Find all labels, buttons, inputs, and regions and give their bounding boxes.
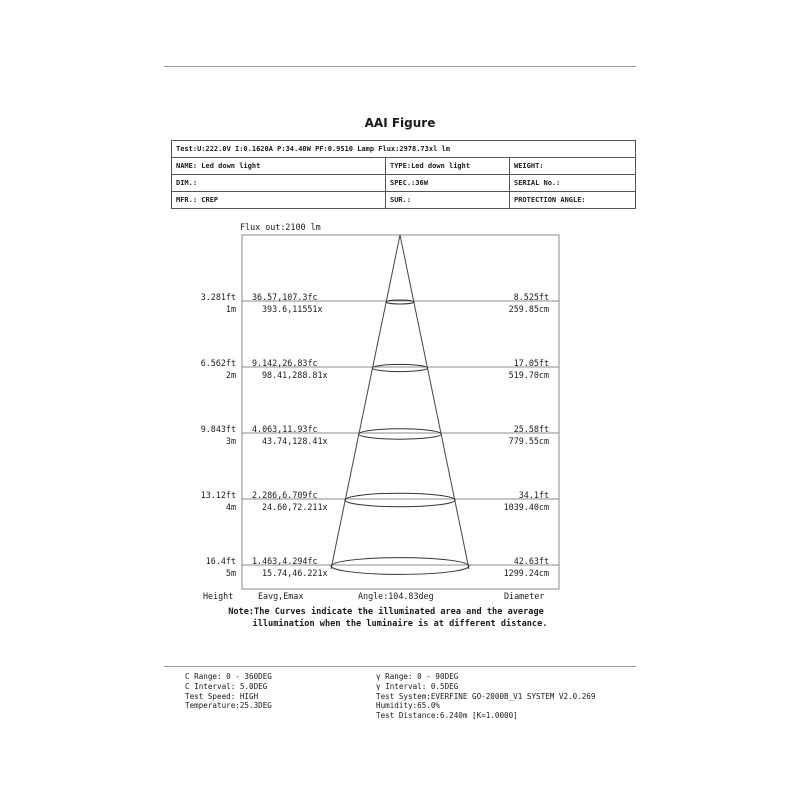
row-fc: 2.286,6.709fc [252,490,318,500]
row-dia-ft: 34.1ft [518,490,549,500]
bottom-rule [164,666,636,667]
row-dia-ft: 25.58ft [513,424,549,434]
row-dia-cm: 519.70cm [508,370,549,380]
height-column-label: Height [203,591,234,601]
footer-right [376,672,595,721]
row-height-m: 4m [225,502,236,512]
illuminated-area-ellipse [359,429,442,439]
mfr-cell: MFR.: CREP [172,192,386,209]
test-system: Test System:EVERFINE GO-2000B_V1 SYSTEM V2.0.269 [376,691,596,701]
cone-left-edge [331,235,400,569]
weight-cell: WEIGHT: [510,158,636,175]
beam-angle-label: Angle:104.83deg [358,591,434,601]
test-speed: Test Speed: HIGH [185,691,259,701]
diameter-column-label: Diameter [504,591,545,601]
row-lx: 98.41,288.81x [262,370,328,380]
page-title: AAI Figure [364,116,436,130]
row-dia-cm: 1299.24cm [503,568,549,578]
row-fc: 9.142,26.83fc [252,358,318,368]
footer-left [185,672,272,711]
row-dia-cm: 259.85cm [508,304,549,314]
note-line-1: Note:The Curves indicate the illuminated area and the average [228,607,544,617]
row-height-ft: 13.12ft [200,490,236,500]
c-range: C Range: 0 - 360DEG [185,672,272,681]
row-height-m: 2m [225,370,236,380]
illuminated-area-ellipse [345,493,455,507]
sur-cell: SUR.: [386,192,510,209]
note-line-2: illumination when the luminaire is at different distance. [252,619,548,629]
row-lx: 393.6,11551x [262,304,323,314]
row-height-m: 5m [225,568,236,578]
row-fc: 1.463,4.294fc [252,556,318,566]
eavg-column-label: Eavg,Emax [258,591,304,601]
chart-frame [242,235,559,589]
row-lx: 15.74,46.221x [262,568,328,578]
row-height-m: 3m [225,436,236,446]
row-fc: 36.57,107.3fc [252,292,318,302]
row-dia-cm: 779.55cm [508,436,549,446]
row-height-ft: 3.281ft [200,292,236,302]
row-height-m: 1m [225,304,236,314]
row-dia-ft: 8.525ft [513,292,549,302]
row-height-ft: 9.843ft [200,424,236,434]
row-height-ft: 16.4ft [205,556,236,566]
cone-right-edge [400,235,469,569]
name-cell: NAME: Led down light [172,158,386,175]
humidity: Humidity:65.0% [376,701,441,711]
dim-cell: DIM.: [172,175,386,192]
row-dia-ft: 17.05ft [513,358,549,368]
illuminated-area-ellipse [331,558,469,575]
illuminated-area-ellipse [372,364,427,371]
row-dia-ft: 42.63ft [513,556,549,566]
c-interval: C Interval: 5.0DEG [185,681,268,691]
type-cell: TYPE:Led down light [386,158,510,175]
row-dia-cm: 1039.40cm [503,502,549,512]
row-height-ft: 6.562ft [200,358,236,368]
gamma-interval: γ Interval: 0.5DEG [376,681,459,691]
test-line: Test:U:222.0V I:0.1620A P:34.40W PF:0.9510 Lamp Flux:2978.73xl lm [172,141,636,158]
temperature: Temperature:25.3DEG [185,701,272,711]
flux-out-label: Flux out:2100 lm [240,222,321,232]
test-distance: Test Distance:6.240m [K=1.0000] [376,711,518,721]
row-fc: 4.063,11.93fc [252,424,318,434]
spec-cell: SPEC.:36W [386,175,510,192]
gamma-range: γ Range: 0 - 90DEG [376,672,459,681]
row-lx: 43.74,128.41x [262,436,328,446]
protection-angle-cell: PROTECTION ANGLE: [510,192,636,209]
row-lx: 24.60,72.211x [262,502,328,512]
serial-cell: SERIAL No.: [510,175,636,192]
